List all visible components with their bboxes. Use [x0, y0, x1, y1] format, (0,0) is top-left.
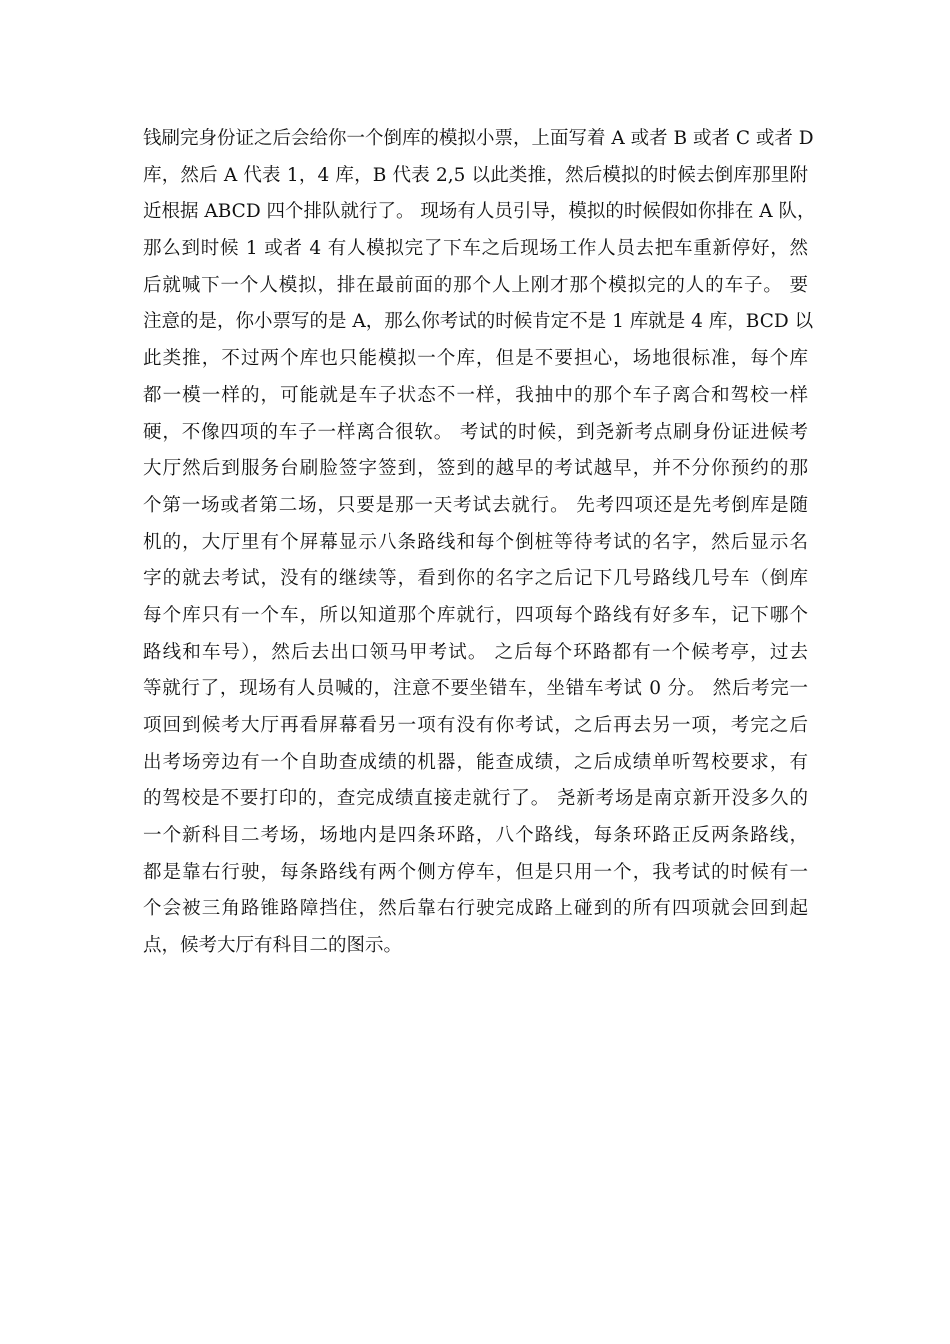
paragraph-line: 后就喊下一个人模拟，排在最前面的那个人上刚才那个模拟完的人的车子。 要	[143, 274, 808, 296]
paragraph-line: 等就行了，现场有人员喊的，注意不要坐错车，坐错车考试 0 分。 然后考完一	[143, 678, 808, 700]
paragraph-line: 那么到时候 1 或者 4 有人模拟完了下车之后现场工作人员去把车重新停好，然	[143, 238, 808, 260]
paragraph-line: 机的，大厅里有个屏幕显示八条路线和每个倒桩等待考试的名字，然后显示名	[143, 531, 808, 553]
paragraph-line: 大厅然后到服务台刷脸签字签到，签到的越早的考试越早，并不分你预约的那	[143, 458, 808, 480]
paragraph-line: 此类推，不过两个库也只能模拟一个库，但是不要担心，场地很标准，每个库	[143, 348, 808, 370]
paragraph-line: 钱刷完身份证之后会给你一个倒库的模拟小票，上面写着 A 或者 B 或者 C 或者 D	[143, 128, 814, 149]
paragraph-line: 个会被三角路锥路障挡住，然后靠右行驶完成路上碰到的所有四项就会回到起	[143, 898, 808, 920]
paragraph-line-last: 点，候考大厅有科目二的图示。	[143, 935, 403, 957]
paragraph-line: 库，然后 A 代表 1，4 库，B 代表 2,5 以此类推，然后模拟的时候去倒库那里附	[143, 164, 808, 186]
paragraph-line: 都一模一样的，可能就是车子状态不一样，我抽中的那个车子离合和驾校一样	[143, 384, 808, 406]
paragraph-line: 注意的是，你小票写的是 A，那么你考试的时候肯定不是 1 库就是 4 库，BCD 以	[143, 311, 814, 333]
paragraph-line: 一个新科目二考场，场地内是四条环路，八个路线，每条环路正反两条路线，	[143, 825, 808, 847]
paragraph-line: 每个库只有一个车，所以知道那个库就行，四项每个路线有好多车，记下哪个	[143, 604, 808, 626]
paragraph-line: 路线和车号），然后去出口领马甲考试。 之后每个环路都有一个候考亭，过去	[143, 641, 808, 663]
paragraph-line: 都是靠右行驶，每条路线有两个侧方停车，但是只用一个，我考试的时候有一	[143, 861, 808, 883]
paragraph-line: 个第一场或者第二场，只要是那一天考试去就行。 先考四项还是先考倒库是随	[143, 494, 808, 516]
paragraph-line: 项回到候考大厅再看屏幕看另一项有没有你考试，之后再去另一项，考完之后	[143, 715, 808, 736]
paragraph-line: 字的就去考试，没有的继续等，看到你的名字之后记下几号路线几号车（倒库	[143, 568, 808, 590]
paragraph-line: 近根据 ABCD 四个排队就行了。 现场有人员引导，模拟的时候假如你排在 A 队，	[143, 201, 816, 223]
paragraph-line: 出考场旁边有一个自助查成绩的机器，能查成绩，之后成绩单听驾校要求，有	[143, 751, 808, 773]
paragraph-line: 的驾校是不要打印的，查完成绩直接走就行了。 尧新考场是南京新开没多久的	[143, 788, 808, 810]
body-paragraph	[143, 121, 816, 965]
paragraph-line: 硬，不像四项的车子一样离合很软。 考试的时候，到尧新考点刷身份证进候考	[143, 421, 808, 443]
